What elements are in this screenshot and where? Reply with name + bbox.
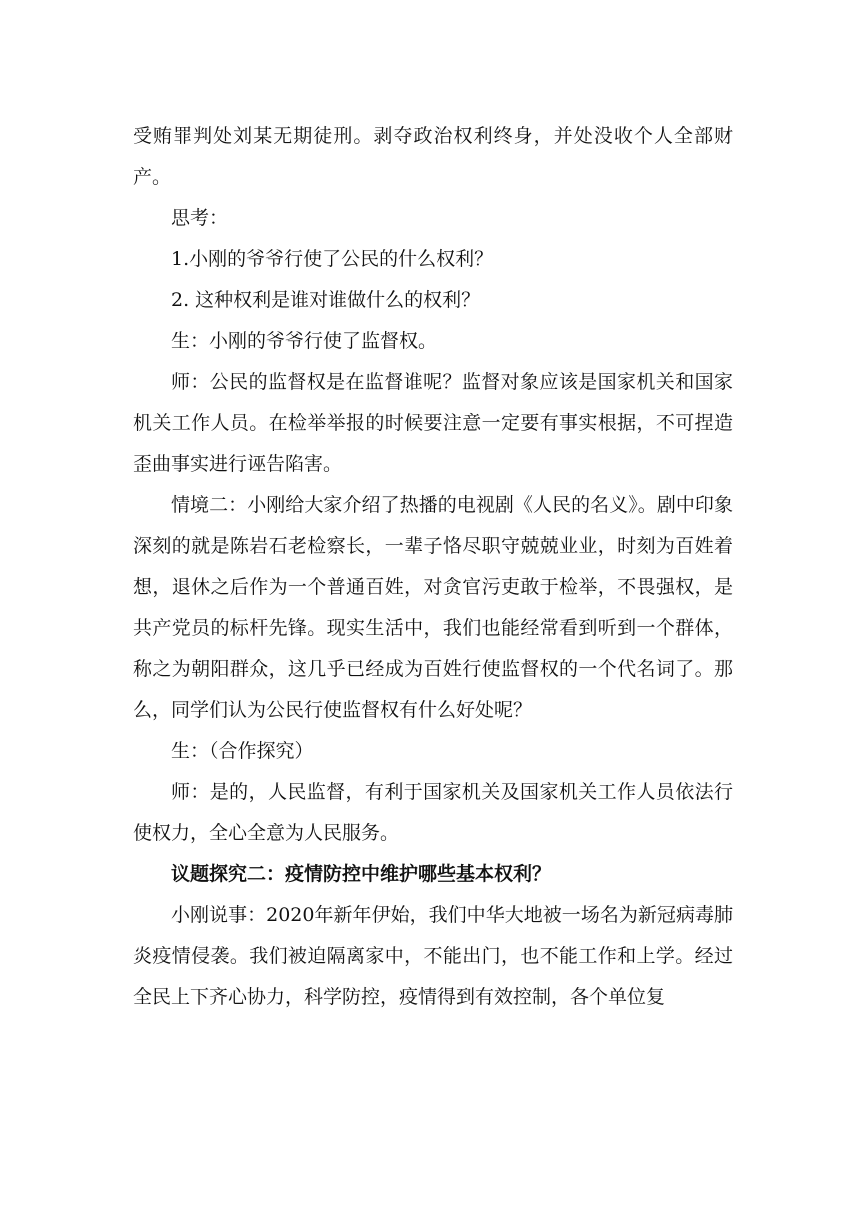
paragraph-teacher-explanation-1: 师：公民的监督权是在监督谁呢？监督对象应该是国家机关和国家机关工作人员。在检举举报的时候要注意一定要有事实根据，不可捏造歪曲事实进行诬告陷害。 xyxy=(133,371,733,475)
paragraph-student-answer-2: 生：（合作探究） xyxy=(171,740,314,762)
paragraph-question-2: 2. 这种权利是谁对谁做什么的权利？ xyxy=(171,289,481,311)
document-body xyxy=(133,116,733,1018)
paragraph-xiaogang-story: 小刚说事：2020年新年伊始，我们中华大地被一场名为新冠病毒肺炎疫情侵袭。我们被迫隔离家中，不能出门，也不能工作和上学。经过全民上下齐心协力，科学防控，疫情得到有效控制，各个单位复 xyxy=(133,904,733,1008)
paragraph-question-1: 1.小刚的爷爷行使了公民的什么权利？ xyxy=(171,248,494,270)
paragraph-think-heading: 思考： xyxy=(171,207,229,229)
section-heading-topic-2: 议题探究二：疫情防控中维护哪些基本权利？ xyxy=(171,863,552,885)
paragraph-teacher-explanation-2: 师：是的，人民监督，有利于国家机关及国家机关工作人员依法行使权力，全心全意为人民服务。 xyxy=(133,781,733,844)
paragraph-student-answer-1: 生：小刚的爷爷行使了监督权。 xyxy=(171,330,438,352)
paragraph-verdict: 受贿罪判处刘某无期徒刑。剥夺政治权利终身，并处没收个人全部财产。 xyxy=(133,125,733,188)
paragraph-scenario-2: 情境二：小刚给大家介绍了热播的电视剧《人民的名义》。剧中印象深刻的就是陈岩石老检察长，一辈子恪尽职守兢兢业业，时刻为百姓着想，退休之后作为一个普通百姓，对贪官污吏敢于检举，不畏强权，是共产党员的标杆先锋。现实生活中，我们也能经常看到听到一个群体，称之为朝阳群众，这几乎已经成为百姓行使监督权的一个代名词了。那么，同学们认为公民行使监督权有什么好处呢？ xyxy=(133,494,733,721)
